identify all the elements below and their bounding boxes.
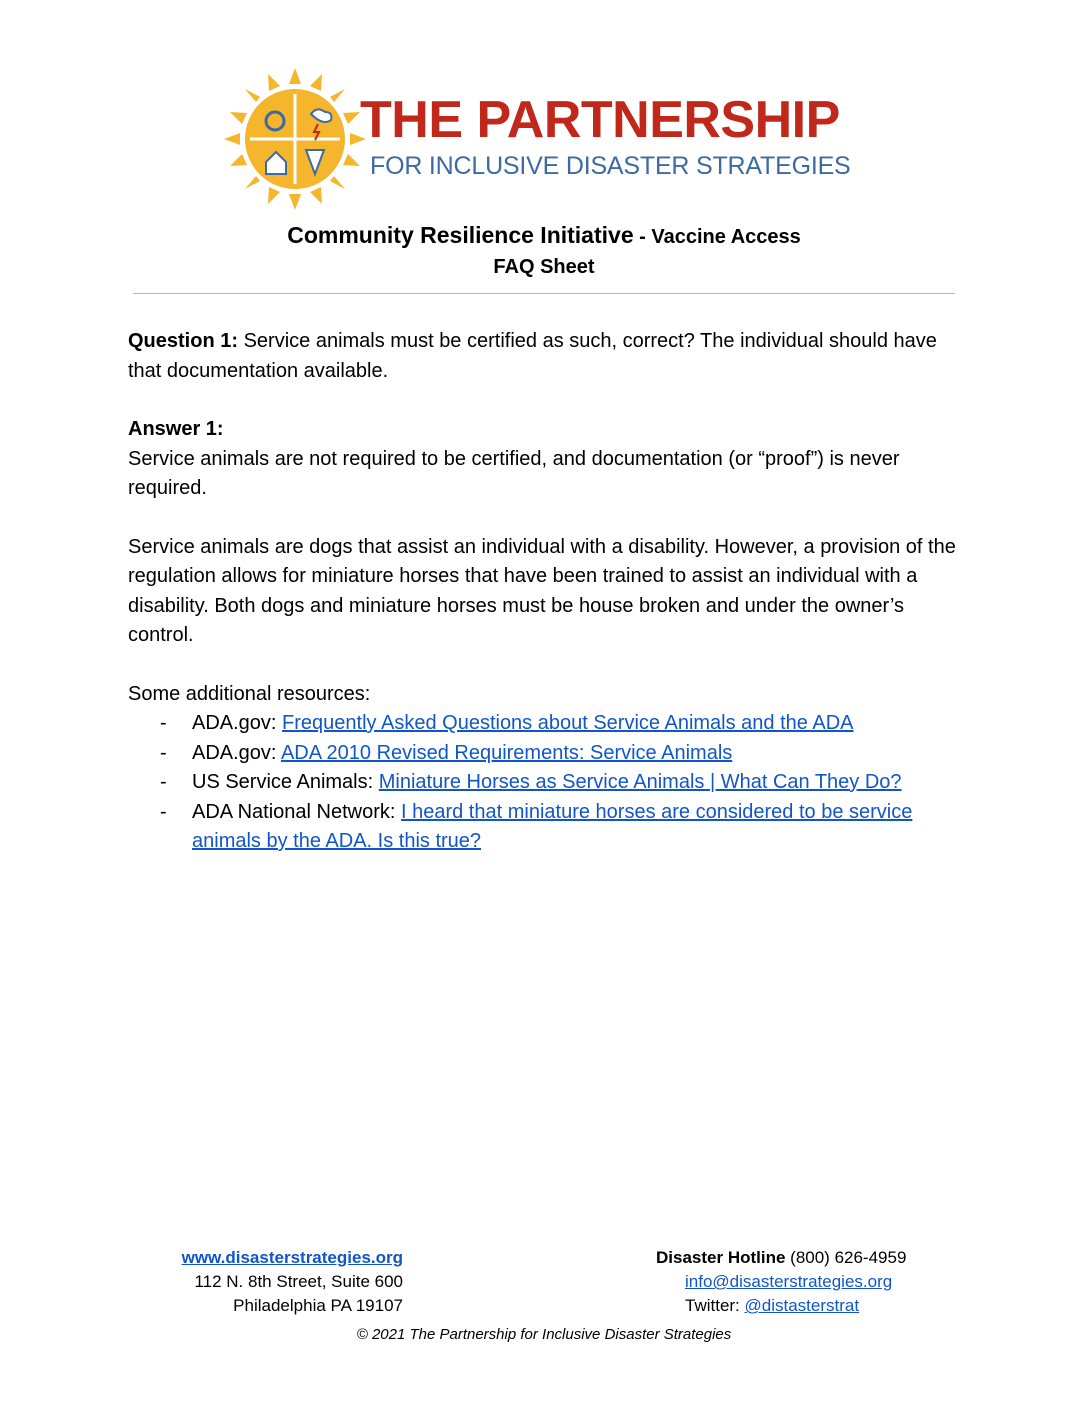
question-paragraph: [128, 327, 958, 386]
twitter-label: Twitter:: [685, 1296, 745, 1315]
list-bullet: -: [160, 712, 167, 734]
answer-paragraph-2: Service animals are dogs that assist an individual with a disability. However, a provision of the regulation allows for miniature horses that have been trained to assist an individual with a disability. Both dogs and miniature horses must be house broken and under the owner’s control.: [128, 535, 956, 646]
resources-list: [128, 709, 958, 857]
resource-source: ADA.gov:: [192, 712, 283, 734]
twitter-link[interactable]: @distasterstrat: [744, 1296, 860, 1315]
resources-intro: Some additional resources:: [128, 682, 371, 705]
list-bullet: -: [160, 741, 167, 764]
list-item: [128, 768, 958, 798]
document-title: [0, 221, 1088, 251]
footer-address-block: [182, 1246, 403, 1318]
website-link[interactable]: www.disasterstrategies.org: [181, 1248, 403, 1267]
title-separator: -: [633, 226, 652, 248]
answer-paragraph-1: Service animals are not required to be certified, and documentation (or “proof”) is never required.: [128, 447, 900, 499]
resource-link[interactable]: Miniature Horses as Service Animals | What Can They Do?: [378, 771, 902, 793]
hotline-label: Disaster Hotline: [656, 1248, 786, 1267]
document-subtitle: FAQ Sheet: [493, 256, 595, 278]
list-item: [128, 709, 958, 739]
resource-source: ADA National Network:: [192, 800, 401, 823]
hotline-number: (800) 626-4959: [785, 1248, 907, 1267]
question-text: Service animals must be certified as such, correct? The individual should have that documentation available.: [128, 330, 937, 382]
logo-title: THE PARTNERSHIP: [360, 91, 840, 149]
resource-source: ADA.gov:: [192, 741, 281, 764]
list-bullet: -: [160, 771, 167, 793]
list-item: [128, 739, 958, 769]
resource-link[interactable]: I heard that miniature horses are considered to be service animals by the ADA. Is this true?: [192, 800, 913, 852]
list-item: [128, 798, 958, 857]
question-label: Question 1:: [128, 330, 239, 352]
footer-contact-block: [656, 1246, 906, 1318]
copyright-notice: © 2021 The Partnership for Inclusive Disaster Strategies: [356, 1326, 732, 1343]
email-link[interactable]: info@disasterstrategies.org: [685, 1272, 893, 1291]
answer-label: Answer 1:: [128, 418, 224, 440]
list-bullet: -: [160, 800, 167, 823]
resource-link[interactable]: Frequently Asked Questions about Service Animals and the ADA: [282, 712, 854, 734]
initiative-title: Community Resilience Initiative: [287, 222, 634, 248]
organization-logo: [222, 66, 872, 216]
logo-subtitle: FOR INCLUSIVE DISASTER STRATEGIES: [370, 152, 851, 180]
resource-link[interactable]: ADA 2010 Revised Requirements: Service Animals: [280, 741, 733, 764]
header-divider: [133, 293, 955, 294]
resource-source: US Service Animals:: [192, 771, 379, 793]
faq-content: [128, 327, 958, 857]
sun-logo-icon: [222, 66, 368, 212]
address-line-2: Philadelphia PA 19107: [233, 1296, 403, 1315]
address-line-1: 112 N. 8th Street, Suite 600: [194, 1272, 403, 1291]
topic-title: Vaccine Access: [651, 226, 801, 248]
